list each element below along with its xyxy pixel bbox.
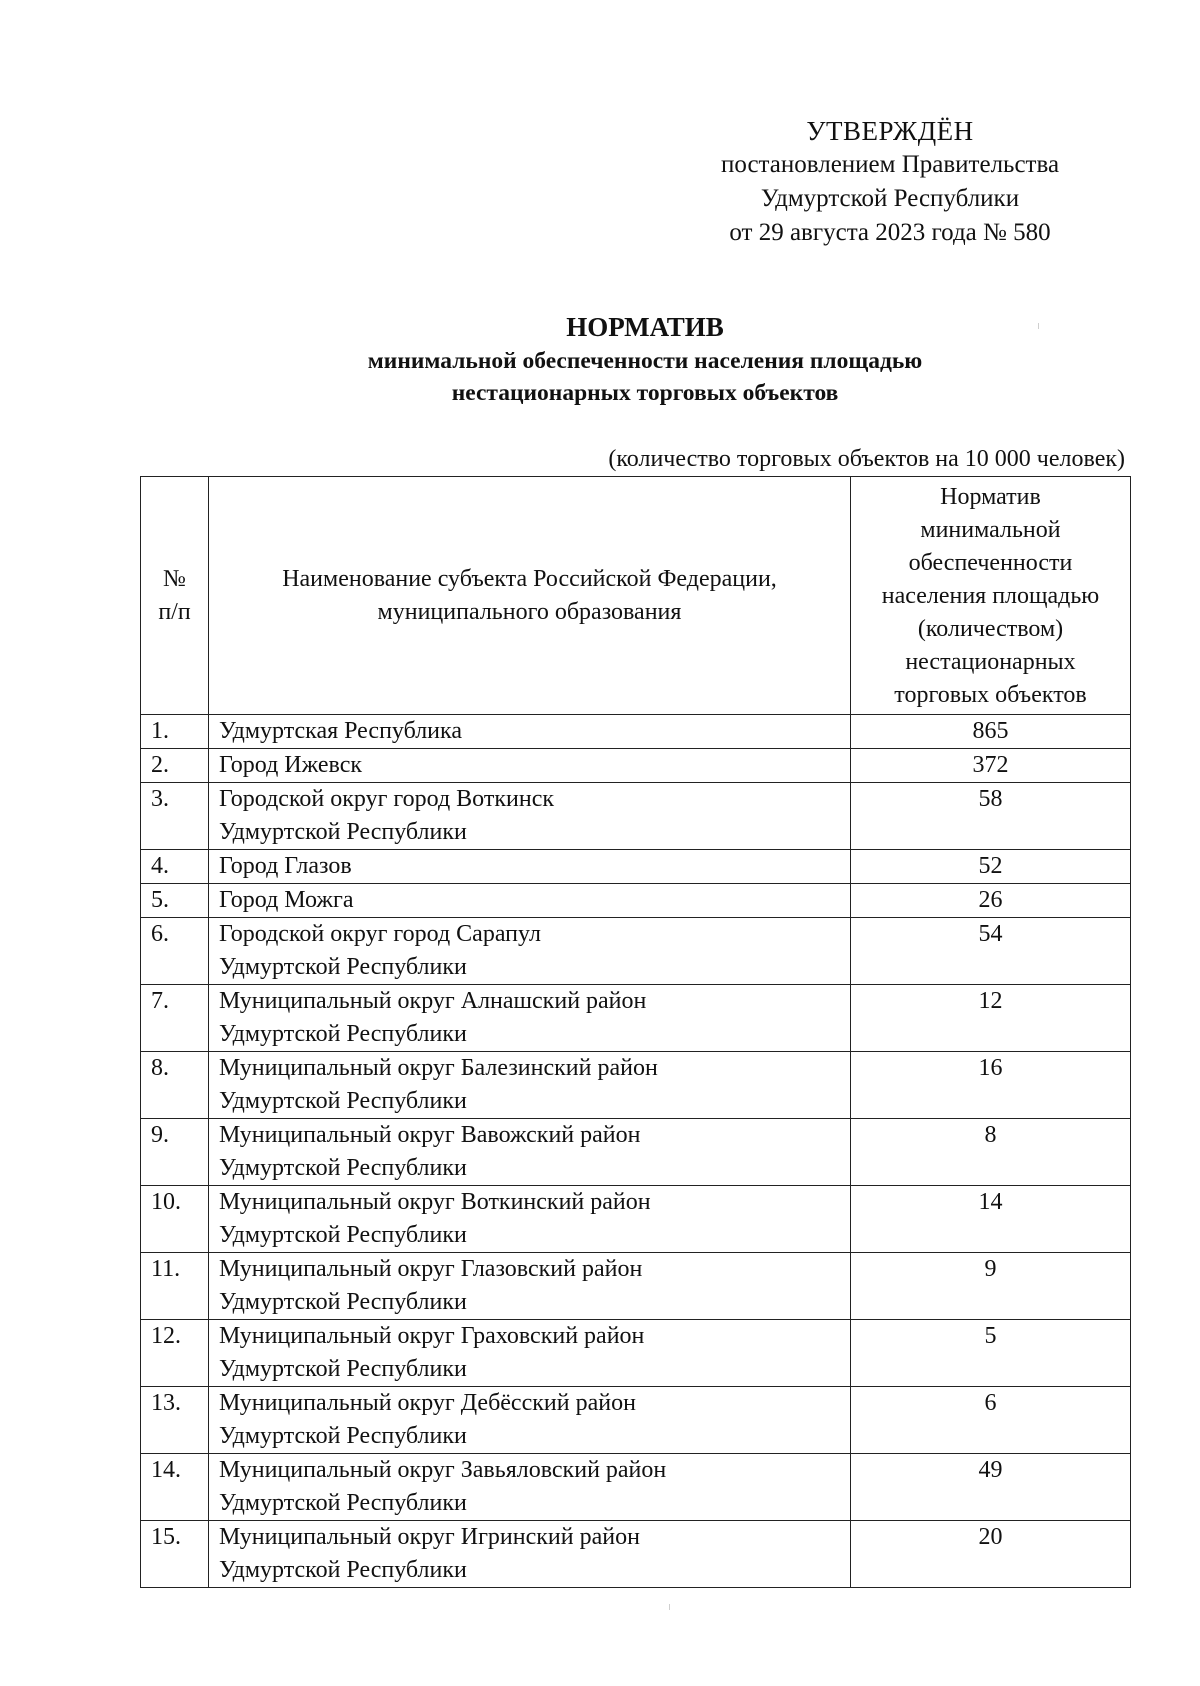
row-value: 14: [851, 1186, 1131, 1253]
table-row: [141, 918, 1131, 985]
row-name: [209, 1521, 851, 1588]
row-number: 13.: [141, 1387, 209, 1454]
row-name: [209, 1119, 851, 1186]
unit-note: (количество торговых объектов на 10 000 человек): [608, 446, 1125, 472]
row-number: 4.: [141, 850, 209, 884]
table-row: [141, 1387, 1131, 1454]
row-value: 9: [851, 1253, 1131, 1320]
header-value-line: (количеством): [917, 616, 1064, 642]
row-number: 2.: [141, 749, 209, 783]
title-sub-line-2: нестационарных торговых объектов: [451, 380, 839, 406]
header-value: [851, 477, 1131, 715]
row-name: [209, 749, 851, 783]
row-value: 16: [851, 1052, 1131, 1119]
row-name-line-2: Удмуртской Республики: [219, 1423, 467, 1449]
row-value: 26: [851, 884, 1131, 918]
table-row: [141, 1320, 1131, 1387]
row-name: [209, 1387, 851, 1454]
row-name-line-1: Удмуртская Республика: [219, 718, 462, 744]
row-number: 1.: [141, 715, 209, 749]
row-name-line-2: Удмуртской Республики: [219, 1155, 467, 1181]
row-name-line-1: Муниципальный округ Балезинский район: [219, 1055, 658, 1081]
row-value: 865: [851, 715, 1131, 749]
table-row: [141, 1253, 1131, 1320]
table-row: [141, 715, 1131, 749]
row-number: 9.: [141, 1119, 209, 1186]
row-number: 11.: [141, 1253, 209, 1320]
row-name: [209, 1454, 851, 1521]
row-name-line-2: Удмуртской Республики: [219, 1088, 467, 1114]
row-name-line-2: Удмуртской Республики: [219, 819, 467, 845]
table-row: [141, 749, 1131, 783]
row-name-line-1: Город Глазов: [219, 853, 352, 879]
row-name: [209, 1253, 851, 1320]
table-row: [141, 783, 1131, 850]
row-name-line-2: Удмуртской Республики: [219, 1356, 467, 1382]
header-name-line-2: муниципального образования: [377, 598, 682, 625]
table-header-row: [141, 477, 1131, 715]
row-number: 15.: [141, 1521, 209, 1588]
header-value-line: обеспеченности: [908, 550, 1073, 576]
table-row: [141, 850, 1131, 884]
scan-mark: [669, 1604, 670, 1610]
scan-mark: [1038, 323, 1039, 329]
row-name: [209, 1052, 851, 1119]
header-name-line-1: Наименование субъекта Российской Федерации,: [282, 565, 777, 592]
approval-line-1: постановлением Правительства: [720, 151, 1060, 178]
table-row: [141, 884, 1131, 918]
header-value-line: минимальной: [920, 517, 1061, 543]
header-value-line: нестационарных: [905, 649, 1076, 675]
header-value-line: Норматив: [940, 484, 1041, 510]
table-row: [141, 1186, 1131, 1253]
header-value-line: торговых объектов: [894, 682, 1087, 708]
row-name: [209, 918, 851, 985]
row-value: 54: [851, 918, 1131, 985]
row-name: [209, 783, 851, 850]
row-name: [209, 1320, 851, 1387]
row-name: [209, 985, 851, 1052]
row-number: 5.: [141, 884, 209, 918]
row-name-line-1: Муниципальный округ Вавожский район: [219, 1122, 641, 1148]
row-name-line-1: Город Можга: [219, 887, 354, 913]
table-row: [141, 985, 1131, 1052]
approval-heading: УТВЕРЖДЁН: [806, 116, 974, 146]
row-value: 52: [851, 850, 1131, 884]
row-value: 58: [851, 783, 1131, 850]
row-value: 372: [851, 749, 1131, 783]
title-main: НОРМАТИВ: [566, 312, 724, 342]
row-name-line-1: Муниципальный округ Игринский район: [219, 1524, 640, 1550]
document-title: [0, 309, 1200, 409]
row-name: [209, 1186, 851, 1253]
row-name: [209, 884, 851, 918]
header-value-line: населения площадью: [881, 583, 1100, 609]
row-value: 20: [851, 1521, 1131, 1588]
row-name-line-1: Муниципальный округ Воткинский район: [219, 1189, 651, 1215]
row-name-line-1: Муниципальный округ Дебёсский район: [219, 1390, 636, 1416]
row-name-line-1: Городской округ город Воткинск: [219, 786, 555, 812]
row-value: 8: [851, 1119, 1131, 1186]
row-name: [209, 850, 851, 884]
header-num-line-1: №: [163, 565, 186, 592]
row-name-line-1: Муниципальный округ Завьяловский район: [219, 1457, 667, 1483]
row-name-line-1: Муниципальный округ Алнашский район: [219, 988, 647, 1014]
row-name-line-1: Муниципальный округ Глазовский район: [219, 1256, 643, 1282]
row-name-line-1: Город Ижевск: [219, 752, 363, 778]
row-name-line-2: Удмуртской Республики: [219, 1222, 467, 1248]
approval-line-3: от 29 августа 2023 года № 580: [729, 219, 1051, 246]
table-row: [141, 1521, 1131, 1588]
row-value: 12: [851, 985, 1131, 1052]
row-name-line-2: Удмуртской Республики: [219, 1490, 467, 1516]
row-number: 12.: [141, 1320, 209, 1387]
table-row: [141, 1119, 1131, 1186]
row-name-line-2: Удмуртской Республики: [219, 1289, 467, 1315]
row-name-line-2: Удмуртской Республики: [219, 954, 467, 980]
row-name: [209, 715, 851, 749]
row-number: 14.: [141, 1454, 209, 1521]
header-num: [141, 477, 209, 715]
header-num-line-2: п/п: [158, 598, 191, 625]
row-number: 10.: [141, 1186, 209, 1253]
title-sub-line-1: минимальной обеспеченности населения площадью: [367, 348, 923, 374]
row-value: 5: [851, 1320, 1131, 1387]
row-number: 3.: [141, 783, 209, 850]
header-name: [209, 477, 851, 715]
row-number: 8.: [141, 1052, 209, 1119]
approval-line-2: Удмуртской Республики: [760, 185, 1020, 212]
row-value: 49: [851, 1454, 1131, 1521]
approval-stamp: [690, 114, 1090, 250]
row-value: 6: [851, 1387, 1131, 1454]
row-name-line-1: Муниципальный округ Граховский район: [219, 1323, 645, 1349]
row-number: 7.: [141, 985, 209, 1052]
row-number: 6.: [141, 918, 209, 985]
norm-table: [140, 476, 1131, 1588]
row-name-line-2: Удмуртской Республики: [219, 1021, 467, 1047]
table-row: [141, 1052, 1131, 1119]
row-name-line-2: Удмуртской Республики: [219, 1557, 467, 1583]
row-name-line-1: Городской округ город Сарапул: [219, 921, 541, 947]
table-row: [141, 1454, 1131, 1521]
